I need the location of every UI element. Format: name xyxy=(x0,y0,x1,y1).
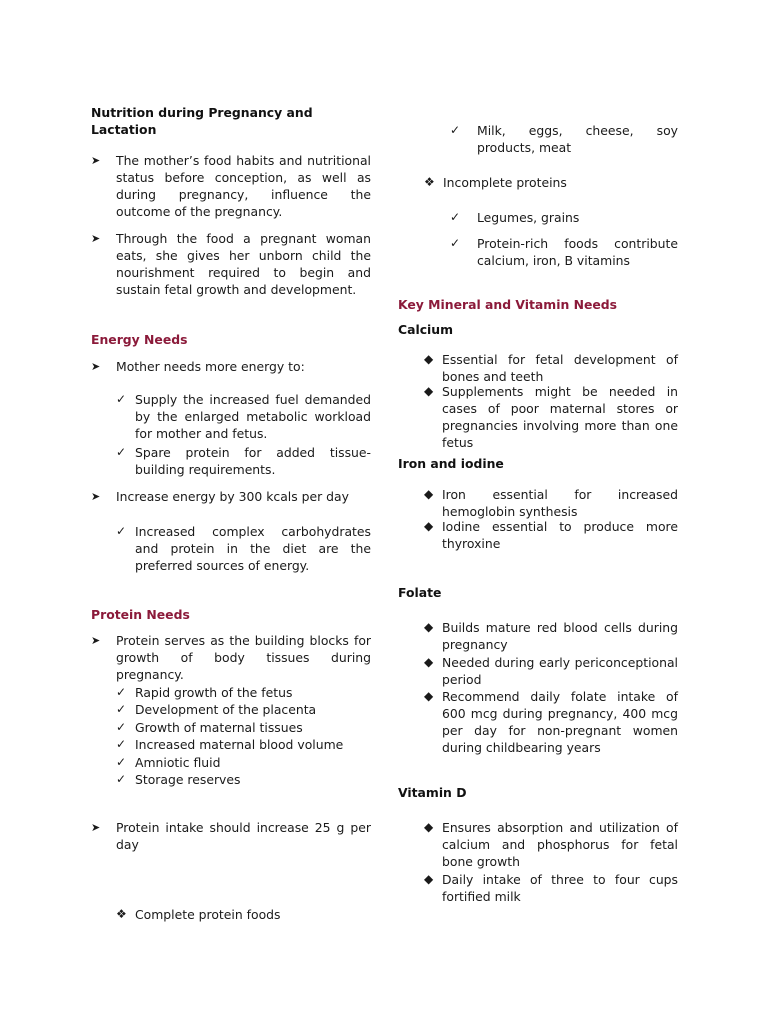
list-item-text: Increased complex carbohydrates and protein in the diet are the preferred sources of energy. xyxy=(135,524,371,573)
list-item xyxy=(91,230,371,298)
list-item-text: Builds mature red blood cells during pregnancy xyxy=(442,620,678,652)
check-icon: ✓ xyxy=(116,772,127,786)
list-item-text: Mother needs more energy to: xyxy=(116,359,305,374)
list-item xyxy=(91,488,371,505)
subheading-iron: Iron and iodine xyxy=(398,456,504,471)
list-item xyxy=(424,486,678,520)
arrow-bullet-icon: ➤ xyxy=(91,232,101,245)
list-item xyxy=(424,174,678,191)
star-bullet-icon: ❖ xyxy=(116,907,127,921)
diamond-bullet-icon: ◆ xyxy=(424,487,434,501)
list-item xyxy=(116,754,371,771)
intro-text: Through the food a pregnant woman eats, she gives her unborn child the nourishment required to begin and sustain fetal growth and development. xyxy=(116,231,371,297)
check-icon: ✓ xyxy=(116,755,127,769)
list-item-text: Incomplete proteins xyxy=(443,175,567,190)
arrow-bullet-icon: ➤ xyxy=(91,634,101,647)
check-icon: ✓ xyxy=(450,210,461,224)
list-item-text: Rapid growth of the fetus xyxy=(135,685,293,700)
list-item xyxy=(91,152,371,220)
arrow-bullet-icon: ➤ xyxy=(91,821,101,834)
list-item-text: Iodine essential to produce more thyroxine xyxy=(442,519,678,551)
list-item xyxy=(450,235,678,269)
subheading-folate: Folate xyxy=(398,585,442,600)
list-item-text: Protein intake should increase 25 g per day xyxy=(116,820,371,852)
list-item-text: Increased maternal blood volume xyxy=(135,737,344,752)
list-item-text: Development of the placenta xyxy=(135,702,317,717)
list-item xyxy=(116,391,371,442)
list-item xyxy=(91,819,371,853)
list-item xyxy=(116,523,371,574)
list-item xyxy=(116,684,371,701)
diamond-bullet-icon: ◆ xyxy=(424,689,434,703)
list-item-text: Supply the increased fuel demanded by the enlarged metabolic workload for mother and fetus. xyxy=(135,392,371,441)
list-item xyxy=(450,209,678,226)
section-heading-energy: Energy Needs xyxy=(91,332,188,347)
subheading-vitamin-d: Vitamin D xyxy=(398,785,467,800)
list-item-text: Protein-rich foods contribute calcium, iron, B vitamins xyxy=(477,236,678,268)
arrow-bullet-icon: ➤ xyxy=(91,490,101,503)
diamond-bullet-icon: ◆ xyxy=(424,872,434,886)
list-item-text: Ensures absorption and utilization of calcium and phosphorus for fetal bone growth xyxy=(442,820,678,869)
subheading-calcium: Calcium xyxy=(398,322,454,337)
list-item-text: Legumes, grains xyxy=(477,210,580,225)
list-item-text: Daily intake of three to four cups fortified milk xyxy=(442,872,678,904)
list-item-text: Storage reserves xyxy=(135,772,241,787)
list-item xyxy=(116,444,371,478)
list-item-text: Supplements might be needed in cases of poor maternal stores or pregnancies involving more than one fetus xyxy=(442,384,678,450)
check-icon: ✓ xyxy=(116,524,127,538)
check-icon: ✓ xyxy=(450,123,461,137)
section-heading-minerals: Key Mineral and Vitamin Needs xyxy=(398,297,617,312)
list-item-text: Iron essential for increased hemoglobin synthesis xyxy=(442,487,678,519)
list-item xyxy=(116,701,371,718)
list-item-text: Essential for fetal development of bones and teeth xyxy=(442,352,678,384)
list-item xyxy=(424,351,678,385)
list-item xyxy=(116,719,371,736)
check-icon: ✓ xyxy=(450,236,461,250)
list-item xyxy=(424,383,678,451)
list-item xyxy=(424,518,678,552)
arrow-bullet-icon: ➤ xyxy=(91,154,101,167)
list-item xyxy=(424,871,678,905)
star-bullet-icon: ❖ xyxy=(424,175,435,189)
list-item xyxy=(424,688,678,756)
check-icon: ✓ xyxy=(116,445,127,459)
diamond-bullet-icon: ◆ xyxy=(424,655,434,669)
intro-text: The mother’s food habits and nutritional status before conception, as well as during pregnancy, influence the outcome of the pregnancy. xyxy=(116,153,371,219)
list-item xyxy=(116,906,371,923)
list-item-text: Growth of maternal tissues xyxy=(135,720,303,735)
check-icon: ✓ xyxy=(116,702,127,716)
check-icon: ✓ xyxy=(116,685,127,699)
page-title: Nutrition during Pregnancy and Lactation xyxy=(91,105,313,137)
list-item-text: Amniotic fluid xyxy=(135,755,221,770)
list-item xyxy=(116,771,371,788)
list-item-text: Milk, eggs, cheese, soy products, meat xyxy=(477,123,678,155)
list-item-text: Needed during early periconceptional period xyxy=(442,655,678,687)
list-item xyxy=(116,736,371,753)
list-item xyxy=(91,632,371,683)
list-item-text: Recommend daily folate intake of 600 mcg during pregnancy, 400 mcg per day for non-pregnant women during childbearing years xyxy=(442,689,678,755)
diamond-bullet-icon: ◆ xyxy=(424,352,434,366)
check-icon: ✓ xyxy=(116,720,127,734)
list-item xyxy=(91,358,371,375)
list-item xyxy=(450,122,678,156)
list-item xyxy=(424,654,678,688)
list-item-text: Protein serves as the building blocks for growth of body tissues during pregnancy. xyxy=(116,633,371,682)
arrow-bullet-icon: ➤ xyxy=(91,360,101,373)
list-item-text: Increase energy by 300 kcals per day xyxy=(116,489,349,504)
check-icon: ✓ xyxy=(116,392,127,406)
list-item xyxy=(424,819,678,870)
diamond-bullet-icon: ◆ xyxy=(424,620,434,634)
diamond-bullet-icon: ◆ xyxy=(424,519,434,533)
list-item-text: Complete protein foods xyxy=(135,907,281,922)
diamond-bullet-icon: ◆ xyxy=(424,384,434,398)
section-heading-protein: Protein Needs xyxy=(91,607,190,622)
check-icon: ✓ xyxy=(116,737,127,751)
list-item xyxy=(424,619,678,653)
list-item-text: Spare protein for added tissue-building requirements. xyxy=(135,445,371,477)
diamond-bullet-icon: ◆ xyxy=(424,820,434,834)
